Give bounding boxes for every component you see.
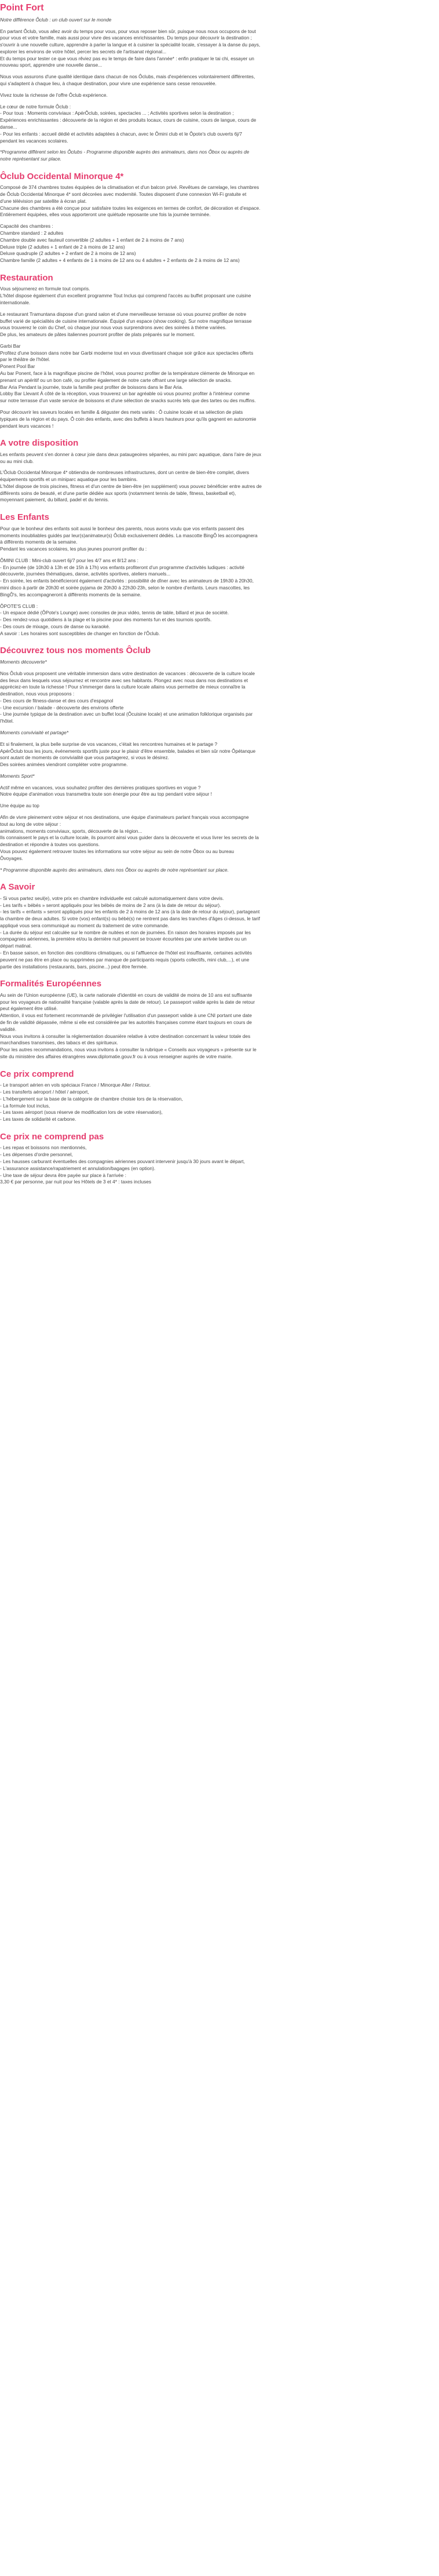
text-line: partie des installations (restaurants, bars, piscine...) peut être fermée. bbox=[0, 963, 148, 970]
text-line: Pendant les vacances scolaires, les plus jeunes pourront profiter du : bbox=[0, 546, 147, 552]
text-line: moyennant paiement, du billard, padel et du tennis. bbox=[0, 497, 109, 503]
text-line: Ôvoyages. bbox=[0, 855, 23, 861]
text-line: - Les repas et boissons non mentionnés, bbox=[0, 1145, 87, 1151]
text-line: pour vous et votre famille, mais aussi pour vivre des vacances enrichissantes. Du temps pour découvrir la destination ; bbox=[0, 35, 252, 41]
paragraph bbox=[0, 1082, 439, 1123]
paragraph bbox=[0, 773, 439, 780]
text-line: Actif même en vacances, vous souhaitez profiter des dernières pratiques sportives en vogue ? bbox=[0, 784, 201, 790]
text-line: - La durée du séjour est calculée sur le nombre de nuitées et non de journées. En raison des horaires imposés par les bbox=[0, 929, 251, 935]
text-line: destination et répondre à toutes vos questions. bbox=[0, 841, 100, 848]
text-line: A savoir : Les horaires sont susceptibles de changer en fonction de l'Ôclub. bbox=[0, 630, 160, 636]
text-line: - L'assurance assistance/rapatriement et annulation/bagages (en option). bbox=[0, 1165, 156, 1171]
text-line: Et si finalement, la plus belle surprise de vos vacances, c'était les rencontres humaines et le partage ? bbox=[0, 741, 218, 747]
text-line: ÔPOTE'S CLUB : bbox=[0, 603, 38, 609]
section-savoir bbox=[0, 881, 439, 970]
text-line: Vous séjournerez en formule tout compris. bbox=[0, 286, 90, 292]
text-line: Expériences enrichissantes : découverte de la région et des produits locaux, cours de cuisine, cours de langue, cours de bbox=[0, 117, 257, 123]
text-line: différents soins de beauté, et d'une partie dédiée aux sports (notamment tennis de table, fitness, basketball et), bbox=[0, 490, 236, 496]
section-title: Ce prix comprend bbox=[0, 1069, 74, 1079]
section-restauration bbox=[0, 272, 439, 429]
text-line: - Une journée typique de la destination avec un buffet local (Ôcuisine locale) et une animation folklorique organisés par bbox=[0, 711, 253, 717]
text-line: - Les dépenses d'ordre personnel, bbox=[0, 1152, 73, 1158]
text-line: Entièrement équipées, elles vous apporteront une quiétude reposante une fois la journée terminée. bbox=[0, 212, 211, 218]
paragraph bbox=[0, 409, 439, 429]
text-line: peut également être utilisé. bbox=[0, 1005, 58, 1012]
text-line: - Une taxe de séjour devra être payée sur place à l'arrivée : bbox=[0, 1172, 126, 1178]
section-title: Découvrez tous nos moments Ôclub bbox=[0, 646, 151, 656]
text-line: buffet varié de spécialités de cuisine internationale. Équipé d'un espace (show cooking). Sur notre magnifique terrasse bbox=[0, 318, 252, 324]
paragraph bbox=[0, 895, 439, 971]
paragraph bbox=[0, 451, 439, 465]
text-line: L'hôtel dispose de trois piscines, fitness et d'un centre de bien-être (en supplément) vous pouvez bénéficier entre autres de bbox=[0, 483, 262, 489]
paragraph bbox=[0, 558, 439, 599]
text-line: - Des rendez-vous quotidiens à la plage et la piscine pour des moments fun et des tournois sportifs. bbox=[0, 617, 212, 623]
text-line: Au sein de l'Union européenne (UE), la carte nationale d'identité en cours de validité de moins de 10 ans est suffisante bbox=[0, 992, 253, 998]
section-title: Ôclub Occidental Minorque 4* bbox=[0, 171, 124, 181]
section-hotel bbox=[0, 171, 439, 264]
section-title: Ce prix ne comprend pas bbox=[0, 1131, 104, 1142]
text-line: Nous vous invitons à consulter la réglementation douanière relative à votre destination concernant la valeur totale des bbox=[0, 1033, 251, 1039]
text-line: marchandises transmises, des tabacs et des spiritueux. bbox=[0, 1040, 118, 1046]
text-line: appliqué vous sera communiqué au moment du traitement de votre commande. bbox=[0, 922, 169, 928]
text-line: compagnies aériennes, la première et/ou la dernière nuit peuvent se trouver écourtées par une arrivée tardive ou un bbox=[0, 936, 247, 942]
text-line: de fin de validité dépassée, même si elle est considérée par les autorités françaises comme étant toujours en cours de bbox=[0, 1019, 252, 1026]
section-moments bbox=[0, 645, 439, 873]
text-line: BingÔ's, les accompagneront à différents moments de la semaine. bbox=[0, 591, 142, 597]
text-line: - Une excursion / balade - découverte des environs offerte bbox=[0, 704, 124, 711]
text-line: explorer les environs de votre hôtel, percer les secrets de l'artisanat régional... bbox=[0, 48, 167, 54]
text-line: découverte, journées thématiques, danse, activités sportives, ateliers manuels... bbox=[0, 571, 171, 577]
text-line: la chambre de deux adultes. Si votre (vos) enfant(s) ou bébé(s) ne rentrent pas dans les tranches d'âges ci-dessus, le tarif bbox=[0, 916, 260, 922]
text-line: - les tarifs « enfants » seront appliqués pour les enfants de 2 à moins de 12 ans (à la date de retour du séjour), partageant bbox=[0, 909, 260, 915]
text-line: Moments découverte* bbox=[0, 658, 47, 665]
text-line: L'Ôclub Occidental Minorque 4* obtiendra de nombreuses infrastructures, dont un centre de bien-être complet, divers bbox=[0, 469, 250, 476]
paragraph bbox=[0, 526, 439, 553]
text-line: Une équipe au top bbox=[0, 803, 39, 809]
text-line: validité. bbox=[0, 1026, 17, 1032]
text-line: - L'hébergement sur la base de la catégorie de chambre choisie lors de la réservation, bbox=[0, 1095, 183, 1102]
paragraph bbox=[0, 286, 439, 306]
section-compris bbox=[0, 1069, 439, 1123]
text-line: Chambre double avec fauteuil convertible (2 adultes + 1 enfant de 2 à moins de 7 ans) bbox=[0, 236, 184, 243]
text-line: Vous pouvez également retrouver toutes les informations sur votre séjour au sein de notre Ôbox ou au bureau bbox=[0, 848, 235, 854]
section-title: Formalités Européennes bbox=[0, 979, 102, 989]
paragraph bbox=[0, 311, 439, 338]
text-line: 3,30 € par personne, par nuit pour les Hôtels de 3 et 4* : taxes incluses bbox=[0, 1179, 152, 1185]
text-line: - Les transferts aéroport / hôtel / aéroport, bbox=[0, 1088, 89, 1095]
text-line: à différents moments de la semaine. bbox=[0, 539, 78, 545]
text-line: * Programme disponible auprès des animateurs, dans nos Ôbox ou auprès de notre représentant sur place. bbox=[0, 866, 229, 873]
text-line: Ponent Pool Bar bbox=[0, 363, 35, 370]
text-line: prenant un apéritif ou un bon café, ou profiter également de notre carte offrant une large sélection de snacks. bbox=[0, 377, 232, 383]
paragraph bbox=[0, 659, 439, 666]
paragraph bbox=[0, 184, 439, 218]
text-line: sur notre terrasse d'un vaste service de boissons et d'une sélection de snacks sucrés tels que des tartes ou des muffins. bbox=[0, 398, 256, 404]
paragraph bbox=[0, 803, 439, 810]
section-title: A votre disposition bbox=[0, 438, 79, 449]
text-line: Deluxe quadruple (2 adultes + 2 enfant de 2 à moins de 12 ans) bbox=[0, 250, 136, 257]
paragraph bbox=[0, 1145, 439, 1186]
text-line: Pour découvrir les saveurs locales en famille & déguster des mets variés : Ô cuisine locale et sa sélection de plats bbox=[0, 409, 243, 415]
paragraph bbox=[0, 469, 439, 504]
text-line: appréciez-en toute la richesse ! Pour s'immerger dans la culture locale allains vous permettre de mieux connaître la bbox=[0, 684, 246, 690]
text-line: - Pour tous : Moments conviviaux : ApérÔclub, soirées, spectacles ... ; Activités sportives selon la destination ; bbox=[0, 110, 234, 116]
text-line: - En journée (de 10h30 à 13h et de 15h à 17h) vos enfants profiteront d'un programme d'activités ludiques : activité bbox=[0, 564, 244, 570]
text-line: Pour que le bonheur des enfants soit aussi le bonheur des parents, nous avons voulu que vos enfants passent des bbox=[0, 525, 244, 531]
text-line: Garbi Bar bbox=[0, 343, 21, 349]
text-line: danse... bbox=[0, 123, 17, 130]
text-line: Moments conviviaité et partage* bbox=[0, 730, 69, 736]
paragraph bbox=[0, 814, 439, 862]
text-line: sont autant de moments de convivialité que vous partagerez, si vous le désirez. bbox=[0, 755, 169, 761]
paragraph bbox=[0, 74, 439, 88]
paragraph bbox=[0, 671, 439, 725]
paragraph bbox=[0, 992, 439, 1061]
text-line: Chambre famille (2 adultes + 4 enfants de 1 à moins de 12 ans ou 4 adultes + 2 enfants de 2 à moins de 12 ans) bbox=[0, 257, 240, 264]
text-line: Notre différence Ôclub : un club ouvert sur le monde bbox=[0, 16, 112, 23]
text-line: - Pour les enfants : accueil dédié et activités adaptées à chacun, avec le Ômini club et le Ôpote's club ouverts 6j/7 bbox=[0, 130, 243, 137]
text-line: - Des cours de mixage, cours de danse ou karaoké. bbox=[0, 623, 111, 629]
text-line: destination, nous vous proposons : bbox=[0, 691, 75, 697]
text-line: Bar Aria Pendant la journée, toute la famille peut profiter de boissons dans le Bar Aria. bbox=[0, 384, 183, 390]
paragraph bbox=[0, 741, 439, 768]
text-line: Et du temps pour tester ce que vous rêviez pas eu le temps de faire dans l'année* : enfin pratiquer le tai chi, essayer un bbox=[0, 55, 254, 61]
text-line: - Les taxes aéroport (sous réserve de modification lors de votre réservation), bbox=[0, 1109, 163, 1116]
text-line: Nous vous assurons d'une qualité identique dans chacun de nos Ôclubs, mais d'expériences volontairement différentes, bbox=[0, 74, 255, 80]
text-line: peuvent ne pas être en place ou supprimées par manque de participants requis (sports collectifs, mini club,...), et une bbox=[0, 956, 250, 963]
paragraph bbox=[0, 785, 439, 799]
text-line: Le cœur de notre formule Ôclub : bbox=[0, 103, 71, 110]
text-line: Nos Ôclub vous proposent une véritable immersion dans votre destination de vacances : découverte de la culture locale bbox=[0, 670, 255, 676]
text-line: vous trouverez le coin du Chef, où chaque jour nous vous surprendrons avec des soirées à thème variées. bbox=[0, 325, 227, 331]
paragraph bbox=[0, 149, 439, 163]
section-non-compris bbox=[0, 1131, 439, 1186]
section-formalites bbox=[0, 978, 439, 1060]
text-line: Capacité des chambres : bbox=[0, 223, 53, 229]
text-line: - Les tarifs « bébés » seront appliqués pour les bébés de moins de 2 ans (à la date de retour du séjour). bbox=[0, 902, 221, 908]
paragraph bbox=[0, 603, 439, 637]
text-line: site du ministère des affaires étrangères www.diplomatie.gouv.fr ou à vous renseigner auprès de votre mairie. bbox=[0, 1053, 233, 1059]
text-line: typiques de la région et du pays. Ô coin des enfants, avec des buffets à leurs hauteurs pour qu'ils gagnent en autonomie bbox=[0, 416, 257, 422]
text-line: d'une télévision par satellite à écran plat. bbox=[0, 198, 87, 204]
text-line: Afin de vivre pleinement votre séjour et nos destinations, une équipe d'animateurs parlant français vous accompagne bbox=[0, 814, 249, 821]
text-line: Pour les autres recommandations, nous vous invitons à consulter la rubrique « Conseils aux voyageurs » présente sur le bbox=[0, 1047, 257, 1053]
text-line: - En basse saison, en fonction des conditions climatiques, ou si l'affluence de l'hôtel est insuffisante, certaines activités bbox=[0, 950, 253, 956]
text-line: Lobby Bar Llevant À côté de la réception, vous trouverez un bar agréable où vous pourrez profiter à l'intérieur comme bbox=[0, 391, 250, 397]
text-line: Attention, il vous est fortement recommandé de privilégier l'utilisation d'un passeport valide à une CNI portant une date bbox=[0, 1012, 252, 1019]
text-line: - La formule tout inclus, bbox=[0, 1102, 50, 1109]
text-line: ou au mini club. bbox=[0, 458, 34, 464]
text-line: équipements sportifs et un miniparc aquatique pour les bambins. bbox=[0, 476, 138, 483]
text-line: de Ôclub Occidental Minorque 4* sont décorées avec modernité. Toutes disposent d'une connexion Wi-Fi gratuite et bbox=[0, 191, 247, 198]
text-line: Profitez d'une boisson dans notre bar Garbi moderne tout en vous divertissant chaque soir grâce aux spectacles offerts bbox=[0, 349, 254, 356]
text-line: mini disco à partir de 20h30 et soirée pyjama de 20h30 à 22h30-23h, selon le nombre d'enfants. Leurs mascottes, les bbox=[0, 585, 250, 591]
text-line: ApérÔclub tous les jours, événements sportifs juste pour le plaisir d'être ensemble, balades et bien sûr notre Ôpétanque bbox=[0, 748, 256, 754]
text-line: Les enfants peuvent s'en donner à cœur joie dans deux pataugeoires séparées, au mini parc aquatique, dans l'aire de jeux bbox=[0, 451, 262, 457]
text-line: Le restaurant Tramuntana dispose d'un grand salon et d'une merveilleuse terrasse où vous pourrez profiter de notre bbox=[0, 311, 247, 317]
text-line: moments inoubliables guidés par leur(s)animateur(s) Ôclub exclusivement dédiés. La mascotte BingÔ les accompagnera bbox=[0, 532, 258, 538]
text-line: notre représentant sur place. bbox=[0, 156, 62, 162]
paragraph bbox=[0, 730, 439, 737]
text-line: Deluxe triple (2 adultes + 1 enfant de 2 à moins de 12 ans) bbox=[0, 243, 125, 250]
text-line: par le théâtre de l'hôtel. bbox=[0, 356, 50, 363]
text-line: Ils connaissent le pays et la culture locale, ils pourront ainsi vous guider dans la découverte et vous livrer les secrets de la bbox=[0, 835, 259, 841]
text-line: départ matinal. bbox=[0, 943, 32, 949]
text-line: Des soirées animées viendront compléter votre programme. bbox=[0, 761, 128, 768]
text-line: Chambre standard : 2 adultes bbox=[0, 230, 64, 236]
text-line: nouveau sport, apprendre une nouvelle danse... bbox=[0, 62, 103, 68]
paragraph bbox=[0, 28, 439, 70]
text-line: *Programme différent selon les Ôclubs - Programme disponible auprès des animateurs, dans nos Ôbox ou auprès de bbox=[0, 149, 250, 155]
text-line: Vivez toute la richesse de l'offre Ôclub expérience. bbox=[0, 92, 108, 98]
text-line: s'ouvrir à une nouvelle culture, apprendre à parler la langue et à cuisiner la spécialité locale, s'essayer à la danse du pays, bbox=[0, 42, 261, 48]
text-line: - Un espace dédié (ÔPote's Lounge) avec consoles de jeux vidéo, tennis de table, billard et jeux de société. bbox=[0, 610, 229, 616]
text-line: - Si vous partez seul(e), votre prix en chambre individuelle est calculé automatiquement dans votre devis. bbox=[0, 895, 224, 901]
text-line: ÔMINI CLUB : Mini-club ouvert 6j/7 pour les 4/7 ans et 8/12 ans : bbox=[0, 557, 138, 563]
text-line: pour les voyageurs de nationalité française (valable après la date de retour). Le passeport valide après la date de retour bbox=[0, 999, 255, 1005]
section-title: Les Enfants bbox=[0, 512, 50, 523]
paragraph bbox=[0, 92, 439, 99]
text-line: - En soirée, les enfants bénéficieront également d'activités : possibilité de dîner avec les animateurs de 19h30 à 20h30, bbox=[0, 578, 254, 584]
text-line: pendant les vacances scolaires. bbox=[0, 137, 68, 144]
text-line: Notre équipe d'animation vous transmettra toute son énergie pour être au top pendant votre séjour ! bbox=[0, 791, 212, 797]
text-line: - Des cours de fitness-danse et des cours d'espagnol bbox=[0, 697, 114, 704]
text-line: qui s'adaptent à chaque lieu, à chaque destination, pour vivre une expérience sans cesse renouvelée. bbox=[0, 81, 217, 87]
text-line: des lieux dans lesquels vous séjournez et rencontre avec ses habitants. Plongez avec nous dans nos destinations et bbox=[0, 677, 248, 683]
text-line: L'hôtel dispose également d'un excellent programme Tout Inclus qui comprend l'accès au buffet proposant une cuisine bbox=[0, 293, 251, 299]
section-title: Restauration bbox=[0, 272, 53, 283]
text-line: En partant Ôclub, vous allez avoir du temps pour vous, pour vous reposer bien sûr, puisque nous nous occupons de tout bbox=[0, 28, 256, 34]
section-title: Point Fort bbox=[0, 3, 44, 13]
section-title: A Savoir bbox=[0, 882, 35, 892]
section-enfants bbox=[0, 512, 439, 637]
paragraph bbox=[0, 867, 439, 874]
paragraph bbox=[0, 343, 439, 405]
section-point-fort bbox=[0, 2, 439, 163]
paragraph bbox=[0, 104, 439, 145]
paragraph bbox=[0, 17, 439, 24]
paragraph bbox=[0, 223, 439, 264]
text-line: tout au long de votre séjour : bbox=[0, 821, 61, 827]
text-line: - Les hausses carburant éventuelles des compagnies aériennes pouvant intervenir jusqu'à 30 jours avant le départ, bbox=[0, 1158, 245, 1164]
section-disposition bbox=[0, 438, 439, 504]
page bbox=[0, 0, 439, 1200]
text-line: De plus, les amateurs de pâtes italiennes pourront profiter de plats préparés sur le moment. bbox=[0, 331, 195, 338]
text-line: Au bar Ponent, face à la magnifique piscine de l'hôtel, vous pourrez profiter de la température clémente de Minorque en bbox=[0, 370, 255, 377]
text-line: - Le transport aérien en vols spéciaux France / Minorque Aller / Retour. bbox=[0, 1082, 151, 1088]
text-line: Chacune des chambres a été conçue pour satisfaire toutes les exigences en termes de confort, de décoration et d'espace. bbox=[0, 205, 261, 211]
text-line: - Les taxes de solidarité et carbone. bbox=[0, 1116, 76, 1123]
text-line: internationale. bbox=[0, 300, 31, 306]
text-line: Composé de 374 chambres toutes équipées de la climatisation et d'un balcon privé. Revêtues de carrelage, les chambres bbox=[0, 184, 259, 191]
text-line: l'hôtel. bbox=[0, 718, 14, 724]
text-line: animations, moments conviviaux, sports, découverte de la région... bbox=[0, 828, 142, 834]
text-line: pendant leurs vacances ! bbox=[0, 422, 54, 429]
text-line: Moments Sport* bbox=[0, 773, 35, 779]
